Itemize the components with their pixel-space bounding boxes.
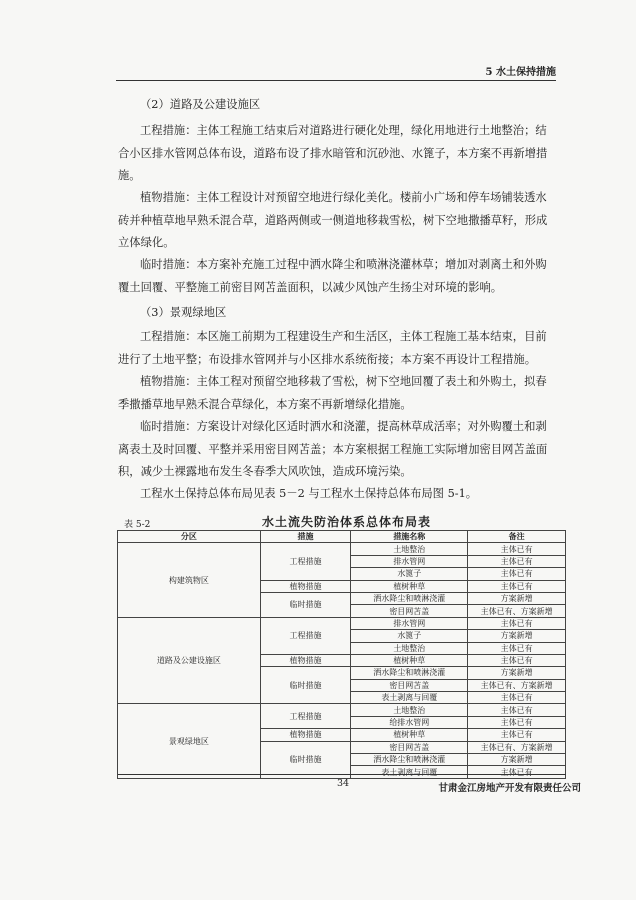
measure-name-cell: 密目网苫盖 — [351, 679, 468, 691]
measure-type-cell: 工程措施 — [260, 543, 351, 580]
measure-name-cell: 土地整治 — [351, 642, 468, 654]
note-cell: 主体已有 — [468, 568, 566, 580]
measure-type-cell: 植物措施 — [260, 729, 351, 741]
footer-rule — [118, 774, 566, 775]
note-cell: 主体已有 — [468, 543, 566, 555]
measure-name-cell: 洒水降尘和喷淋浇灌 — [351, 667, 468, 679]
measure-name-cell: 水篦子 — [351, 630, 468, 642]
measure-name-cell: 植树种草 — [351, 580, 468, 592]
page-header — [116, 62, 556, 81]
measure-type-cell: 临时措施 — [260, 667, 351, 704]
landscape-plant-paragraph: 植物措施：主体工程对预留空地移栽了雪松，树下空地回覆了表土和外购土，拟春季撒播草地早熟禾混合草绿化，本方案不再新增绿化措施。 — [118, 375, 547, 411]
road-section-title: （2）道路及公建设施区 — [140, 98, 261, 111]
measure-name-cell: 水篦子 — [351, 568, 468, 580]
note-cell: 主体已有 — [468, 654, 566, 666]
road-engineering-paragraph: 工程措施：主体工程施工结束后对道路进行硬化处理，绿化用地进行土地整治；结合小区排水管网总体布设，道路布设了排水暗管和沉砂池、水篦子，本方案不再新增措施。 — [118, 124, 548, 182]
company-name: 甘肃金江房地产开发有限责任公司 — [438, 783, 581, 794]
header-zone: 分区 — [118, 531, 261, 543]
measure-type-cell: 植物措施 — [260, 654, 351, 666]
measure-type-cell: 植物措施 — [260, 580, 351, 592]
note-cell: 主体已有、方案新增 — [468, 741, 566, 753]
landscape-temporary-paragraph: 临时措施：方案设计对绿化区适时洒水和浇灌，提高林草成活率；对外购覆土和剥离表土及时回覆、平整并采用密目网苫盖；本方案根据工程施工实际增加密目网苫盖面积，减少土裸露地布发生冬春季大风吹蚀，造成环境污染。 — [118, 420, 548, 478]
note-cell: 主体已有 — [468, 555, 566, 567]
measure-name-cell: 洒水降尘和喷淋浇灌 — [351, 754, 468, 766]
note-cell: 方案新增 — [468, 754, 566, 766]
note-cell: 主体已有 — [468, 766, 566, 778]
note-cell: 主体已有、方案新增 — [468, 679, 566, 691]
layout-table — [117, 530, 566, 779]
measure-name-cell: 给排水管网 — [351, 716, 468, 728]
note-cell: 主体已有 — [468, 617, 566, 629]
zone-cell: 道路及公建设施区 — [118, 617, 261, 704]
note-cell: 主体已有 — [468, 729, 566, 741]
measure-name-cell: 表土剥离与回覆 — [351, 766, 468, 778]
header-measure-name: 措施名称 — [351, 531, 468, 543]
table-row — [118, 704, 566, 716]
note-cell: 主体已有、方案新增 — [468, 605, 566, 617]
page-number: 34 — [337, 778, 350, 789]
table-row — [118, 617, 566, 629]
measure-name-cell: 排水管网 — [351, 555, 468, 567]
note-cell: 主体已有 — [468, 580, 566, 592]
header-measure: 措施 — [260, 531, 351, 543]
zone-cell: 景观绿地区 — [118, 704, 261, 778]
measure-type-cell: 工程措施 — [260, 617, 351, 654]
measure-name-cell: 排水管网 — [351, 617, 468, 629]
measure-name-cell: 土地整治 — [351, 704, 468, 716]
note-cell: 主体已有 — [468, 642, 566, 654]
landscape-engineering-paragraph: 工程措施：本区施工前期为工程建设生产和生活区，主体工程施工基本结束，目前进行了土地平整；布设排水管网并与小区排水系统衔接；本方案不再设计工程措施。 — [118, 330, 547, 366]
table-body — [118, 543, 566, 778]
measure-name-cell: 植树种草 — [351, 729, 468, 741]
note-cell: 方案新增 — [468, 667, 566, 679]
measure-name-cell: 洒水降尘和喷淋浇灌 — [351, 592, 468, 604]
measure-name-cell: 密目网苫盖 — [351, 605, 468, 617]
note-cell: 主体已有 — [468, 692, 566, 704]
road-temporary-paragraph: 临时措施：本方案补充施工过程中洒水降尘和喷淋浇灌林草；增加对剥离土和外购覆土回覆、平整施工前密目网苫盖面积，以减少风蚀产生扬尘对环境的影响。 — [118, 258, 547, 294]
measure-name-cell: 植树种草 — [351, 654, 468, 666]
header-note: 备注 — [468, 531, 566, 543]
note-cell: 方案新增 — [468, 592, 566, 604]
table-header-row — [118, 531, 566, 543]
header-section-title: 5 水土保持措施 — [485, 67, 556, 78]
measure-type-cell: 工程措施 — [260, 704, 351, 729]
table-row — [118, 543, 566, 555]
measure-name-cell: 密目网苫盖 — [351, 741, 468, 753]
layout-summary-paragraph: 工程水土保持总体布局见表 5－2 与工程水土保持总体布局图 5-1。 — [140, 487, 478, 500]
table-title: 水土流失防治体系总体布局表 — [262, 515, 432, 529]
note-cell: 方案新增 — [468, 630, 566, 642]
note-cell: 主体已有 — [468, 716, 566, 728]
measure-type-cell: 临时措施 — [260, 592, 351, 617]
landscape-section-title: （3）景观绿地区 — [140, 306, 227, 319]
table-label: 表 5-2 — [124, 520, 151, 530]
zone-cell: 构建筑物区 — [118, 543, 261, 617]
measure-name-cell: 表土剥离与回覆 — [351, 692, 468, 704]
measure-name-cell: 土地整治 — [351, 543, 468, 555]
measure-type-cell: 临时措施 — [260, 741, 351, 778]
note-cell: 主体已有 — [468, 704, 566, 716]
road-plant-paragraph: 植物措施：主体工程设计对预留空地进行绿化美化。楼前小广场和停车场铺装透水砖并种植草地早熟禾混合草，道路两侧或一侧道地移栽雪松，树下空地撒播草籽，形成立体绿化。 — [118, 191, 548, 249]
